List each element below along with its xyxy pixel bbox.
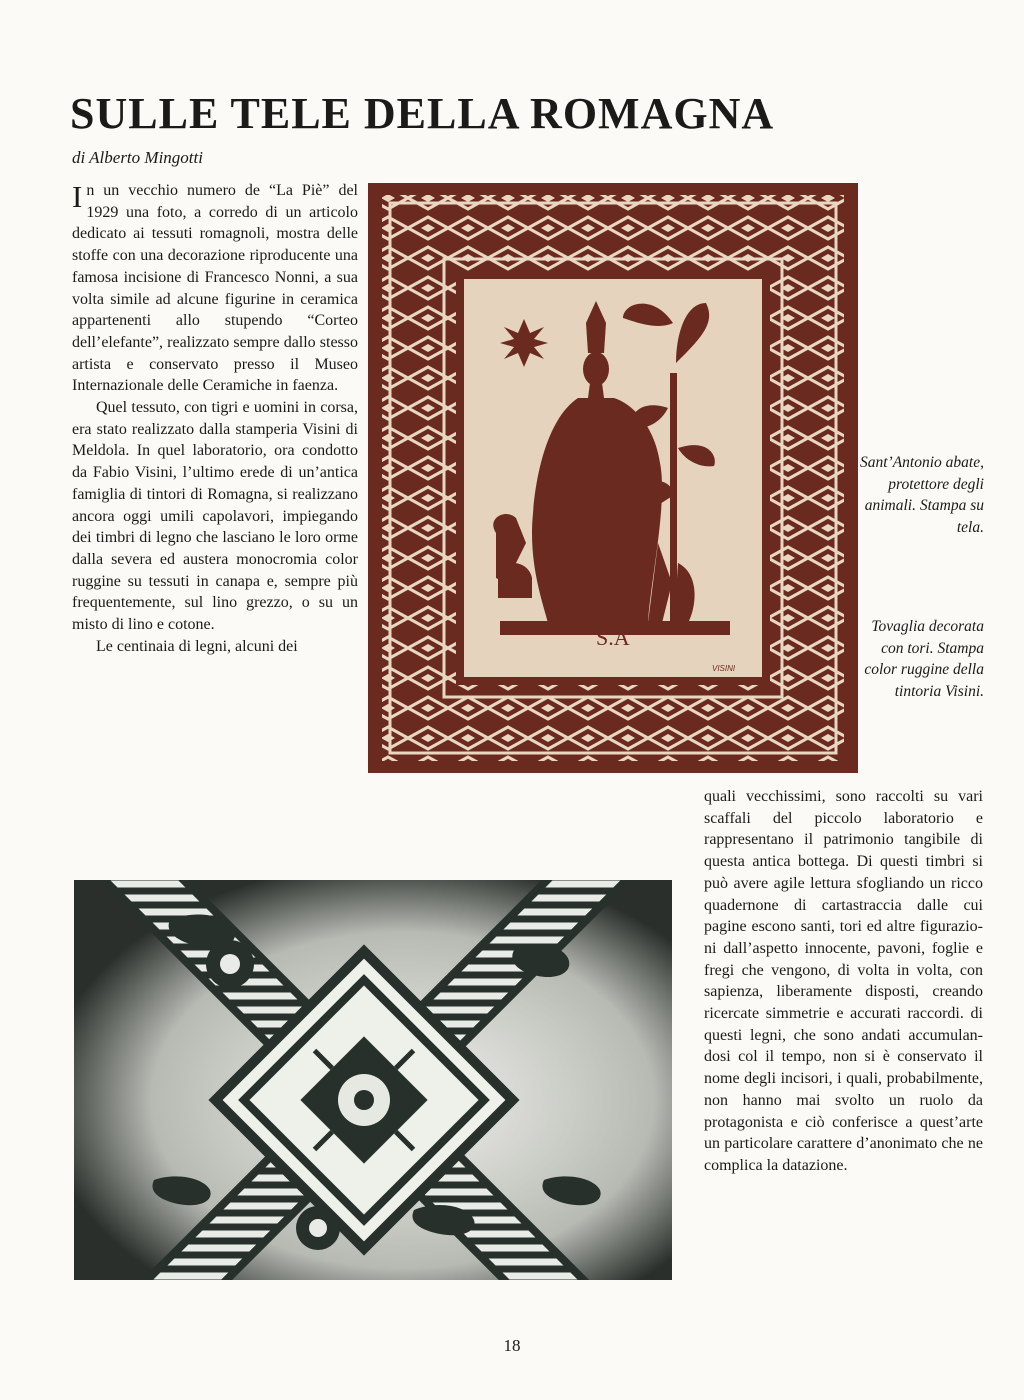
- page-number: 18: [503, 1336, 521, 1355]
- paragraph-1-text: n un vecchio numero de “La Piè” del 1929 una foto, a corredo di un articolo dedicato ai tessuti romagnoli, mostra delle stoffe con una decorazione riproducente una famosa incisione di Francesco Nonni, a sua volta simile ad alcune figurine in ceramica appartenenti allo stupendo “Corteo dell’elefante”, realizzato sempre dallo stesso artista e conservato presso il Museo Internazionale delle Ceramiche in faenza.: [72, 182, 358, 395]
- author-byline: di Alberto Mingotti: [72, 148, 203, 167]
- paragraph-2: Quel tessuto, con tigri e uomini in corsa, era stato realizzato dalla stamperia Visini di Meldola. In quel laboratorio, ora condotto da Fabio Visini, l’ultimo erede di un’antica famiglia di tintori di Romagna, si realizzano ancora oggi umili capolavori, impiegando dei timbri di legno che lasciano le loro orme dalla severa ed austera monocromia color ruggine su tessuti in canapa e, sempre più frequentemente, sul lino grezzo, o su un misto di lino e cotone.: [72, 399, 358, 634]
- caption-tovaglia: Tovaglia decorata con tori. Stampa color ruggine della tintoria Visini.: [864, 618, 984, 700]
- paragraph-3: Le centinaia di legni, alcuni dei: [96, 637, 298, 655]
- paragraph-4: quali vecchissimi, sono raccolti su vari scaffali del piccolo laboratorio e rappresentano il patrimonio tangibile di questa antica bottega. Di questi timbri si può avere agile lettura sfogliando un ricco quadernone di cartastraccia dalle cui pagine escono santi, tori ed altre figurazioni dall’aspetto innocente, pavoni, foglie e fregi che vengono, di volta in volta, con sapienza, liberamente disposti, creando ricercate simmetrie e accurati raccordi. di questi legni, che sono andati accumulandosi col il tempo, non si è conservato il nome degli incisori, i quali, probabilmente, non hanno mai svolto un ruolo da protagonista e ciò conferisce a quest’arte un particolare carattere d’anonimato che ne complica la datazione.: [704, 788, 983, 1174]
- article-title: SULLE TELE DELLA ROMAGNA: [70, 89, 775, 138]
- text-column-right: [704, 786, 983, 1177]
- paragraph-1: [72, 180, 358, 397]
- tablecloth-print-illustration: [74, 880, 672, 1280]
- print-initials: S.A: [596, 625, 630, 650]
- drop-cap: I: [72, 179, 83, 214]
- text-column-left: [72, 180, 358, 657]
- sant-antonio-print-illustration: [368, 183, 858, 773]
- photo-tablecloth-with-bulls: [74, 880, 672, 1280]
- print-signature: VISINI: [712, 664, 736, 673]
- photo-sant-antonio-print: [368, 183, 858, 773]
- caption-sant-antonio: Sant’Antonio abate, protettore degli animali. Stampa su tela.: [860, 454, 984, 536]
